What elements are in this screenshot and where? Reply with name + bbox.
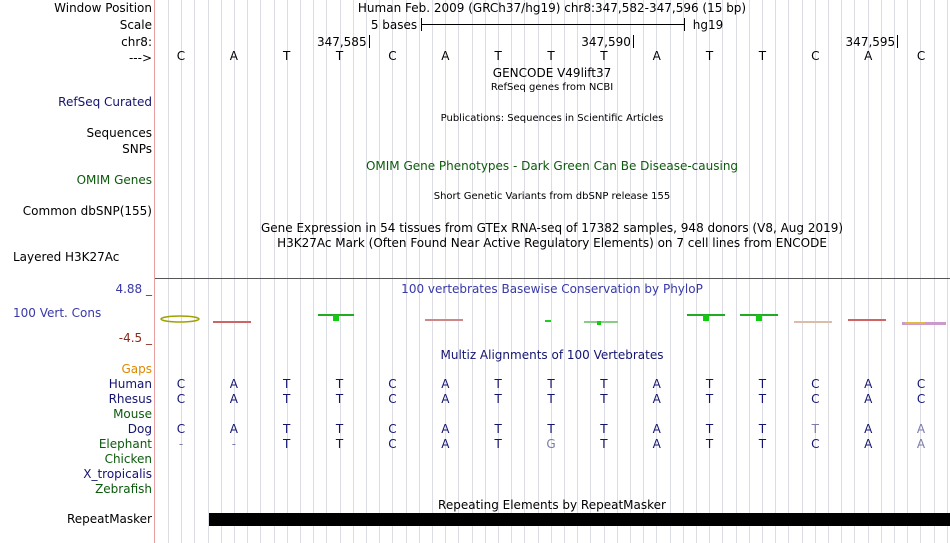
coordinate-tick-label: 347,585: [316, 35, 367, 49]
alignment-base: C: [176, 422, 186, 436]
grid-line: [379, 0, 380, 543]
species-label-x_tropicalis[interactable]: X_tropicalis: [83, 467, 152, 481]
window-position-value: Human Feb. 2009 (GRCh37/hg19) chr8:347,582-347,596 (15 bp): [357, 1, 747, 15]
track-label-sequences[interactable]: Sequences: [86, 126, 152, 140]
species-label-zebrafish[interactable]: Zebrafish: [95, 482, 152, 496]
grid-line: [419, 0, 420, 543]
grid-line: [445, 0, 446, 543]
alignment-base: C: [811, 392, 820, 406]
track-separator: [155, 278, 950, 279]
alignment-base: C: [811, 377, 820, 391]
scale-bar: [421, 24, 684, 25]
grid-line: [274, 0, 275, 543]
conservation-bar: [584, 321, 618, 323]
grid-line: [313, 0, 314, 543]
alignment-base: T: [494, 377, 502, 391]
alignment-base: T: [811, 422, 819, 436]
alignment-base: C: [388, 392, 397, 406]
reference-base: A: [441, 49, 450, 63]
alignment-base: T: [494, 437, 502, 451]
label-divider: [154, 0, 155, 543]
grid-line: [934, 0, 935, 543]
reference-base: C: [916, 49, 926, 63]
alignment-base: T: [758, 422, 767, 436]
chrom-label: chr8:: [121, 35, 152, 49]
alignment-base: T: [283, 422, 291, 436]
species-label-rhesus[interactable]: Rhesus: [108, 392, 152, 406]
scale-value: 5 bases: [370, 18, 418, 32]
track-label-omim[interactable]: OMIM Genes: [76, 173, 152, 187]
alignment-base: T: [283, 392, 291, 406]
scale-label: Scale: [119, 18, 152, 32]
reference-base: T: [335, 49, 344, 63]
alignment-base: A: [652, 437, 661, 451]
grid-line: [775, 0, 776, 543]
multiz-track-title: Multiz Alignments of 100 Vertebrates: [440, 348, 664, 362]
grid-line: [881, 0, 882, 543]
alignment-base: C: [388, 422, 397, 436]
grid-line: [947, 0, 948, 543]
reference-base: C: [811, 49, 820, 63]
reference-base: T: [705, 49, 714, 63]
alignment-base: G: [546, 437, 556, 451]
track-label-h3k27ac[interactable]: Layered H3K27Ac: [13, 250, 120, 264]
grid-line: [722, 0, 723, 543]
species-label-chicken[interactable]: Chicken: [104, 452, 152, 466]
alignment-base: T: [335, 437, 344, 451]
alignment-base: A: [652, 422, 661, 436]
coordinate-tick: [633, 35, 634, 48]
alignment-base: T: [335, 377, 344, 391]
alignment-base: T: [547, 422, 555, 436]
dbsnp-track-title: Short Genetic Variants from dbSNP release 155: [433, 191, 671, 202]
alignment-base: C: [176, 377, 186, 391]
track-label-snps[interactable]: SNPs: [122, 142, 152, 156]
alignment-base: T: [600, 422, 608, 436]
grid-line: [181, 0, 182, 543]
conservation-peak: [756, 315, 762, 321]
alignment-base: T: [758, 377, 767, 391]
alignment-base: -: [178, 437, 184, 451]
conservation-bar: [425, 319, 463, 321]
alignment-base: T: [705, 437, 714, 451]
grid-line: [630, 0, 631, 543]
conservation-bar: [545, 320, 551, 322]
reference-base: A: [652, 49, 661, 63]
alignment-base: A: [652, 377, 661, 391]
grid-line: [392, 0, 393, 543]
grid-line: [472, 0, 473, 543]
multiz-gaps-label: Gaps: [121, 362, 152, 376]
conservation-peak: [703, 315, 709, 321]
grid-line: [366, 0, 367, 543]
grid-line: [300, 0, 301, 543]
grid-line: [326, 0, 327, 543]
alignment-base: T: [705, 422, 714, 436]
grid-line: [353, 0, 354, 543]
alignment-base: T: [283, 437, 291, 451]
alignment-base: T: [494, 392, 502, 406]
conservation-axis-min: -4.5 _: [118, 331, 152, 345]
grid-line: [749, 0, 750, 543]
reference-base: A: [864, 49, 873, 63]
grid-line: [208, 0, 209, 543]
scale-assembly: hg19: [692, 18, 724, 32]
grid-line: [683, 0, 684, 543]
alignment-base: C: [916, 377, 926, 391]
alignment-base: C: [388, 437, 397, 451]
grid-line: [340, 0, 341, 543]
alignment-base: A: [864, 437, 873, 451]
alignment-base: T: [547, 377, 555, 391]
alignment-base: T: [758, 392, 767, 406]
scale-bar-left-tick: [421, 18, 422, 31]
alignment-base: A: [441, 437, 450, 451]
alignment-base: A: [229, 377, 238, 391]
conservation-ellipse-mark: [160, 312, 202, 326]
grid-line: [828, 0, 829, 543]
window-position-label: Window Position: [54, 1, 152, 15]
publications-track-title: Publications: Sequences in Scientific Articles: [440, 113, 664, 124]
alignment-base: A: [864, 392, 873, 406]
gtex-track-title: Gene Expression in 54 tissues from GTEx RNA-seq of 17382 samples, 948 donors (V8, Aug 2019): [260, 221, 844, 235]
conservation-bar: [794, 321, 832, 323]
grid-line: [168, 0, 169, 543]
coordinate-tick-label: 347,595: [845, 35, 896, 49]
species-label-dog[interactable]: Dog: [127, 422, 152, 436]
grid-line: [894, 0, 895, 543]
reference-base: T: [494, 49, 502, 63]
track-label-column: [0, 0, 154, 543]
species-label-human[interactable]: Human: [108, 377, 152, 391]
species-label-mouse[interactable]: Mouse: [113, 407, 152, 421]
alignment-base: A: [229, 392, 238, 406]
grid-line: [762, 0, 763, 543]
grid-line: [287, 0, 288, 543]
alignment-base: A: [916, 437, 926, 451]
grid-line: [788, 0, 789, 543]
grid-line: [458, 0, 459, 543]
alignment-base: -: [231, 437, 237, 451]
h3k27ac-track-title: H3K27Ac Mark (Often Found Near Active Regulatory Elements) on 7 cell lines from ENCODE: [277, 236, 827, 250]
grid-line: [617, 0, 618, 543]
alignment-base: T: [335, 392, 344, 406]
alignment-base: A: [652, 392, 661, 406]
track-label-refseq[interactable]: RefSeq Curated: [58, 95, 152, 109]
alignment-base: A: [229, 422, 238, 436]
grid-line: [907, 0, 908, 543]
repeatmasker-element[interactable]: [209, 513, 950, 526]
repeatmasker-track-title: Repeating Elements by RepeatMasker: [438, 498, 666, 512]
grid-line: [736, 0, 737, 543]
grid-line: [247, 0, 248, 543]
alignment-base: A: [441, 392, 450, 406]
omim-track-title: OMIM Gene Phenotypes - Dark Green Can Be Disease-causing: [365, 159, 739, 173]
alignment-base: T: [600, 392, 608, 406]
strand-label: --->: [128, 51, 152, 65]
grid-line: [670, 0, 671, 543]
alignment-base: C: [176, 392, 186, 406]
grid-line: [656, 0, 657, 543]
conservation-peak: [333, 315, 339, 321]
grid-line: [815, 0, 816, 543]
track-label-repeatmasker[interactable]: RepeatMasker: [66, 512, 152, 526]
species-label-elephant[interactable]: Elephant: [98, 437, 152, 451]
grid-line: [868, 0, 869, 543]
coordinate-tick: [897, 35, 898, 48]
alignment-base: T: [283, 377, 291, 391]
alignment-base: T: [600, 377, 608, 391]
conservation-bar: [213, 321, 251, 323]
grid-line: [841, 0, 842, 543]
conservation-peak: [597, 321, 601, 325]
alignment-base: T: [705, 377, 714, 391]
grid-line: [709, 0, 710, 543]
refseq-track-subtitle: RefSeq genes from NCBI: [490, 82, 614, 93]
grid-line: [260, 0, 261, 543]
conservation-bar: [905, 322, 925, 324]
alignment-base: C: [916, 392, 926, 406]
grid-line: [643, 0, 644, 543]
grid-line: [234, 0, 235, 543]
grid-line: [406, 0, 407, 543]
alignment-base: T: [600, 437, 608, 451]
alignment-base: A: [916, 422, 926, 436]
conservation-track-title: 100 vertebrates Basewise Conservation by PhyloP: [401, 282, 703, 296]
grid-line: [920, 0, 921, 543]
gencode-track-title: GENCODE V49lift37: [492, 66, 612, 80]
grid-line: [802, 0, 803, 543]
alignment-base: T: [494, 422, 502, 436]
grid-line: [194, 0, 195, 543]
coordinate-tick-label: 347,590: [581, 35, 631, 49]
alignment-base: C: [388, 377, 397, 391]
grid-line: [485, 0, 486, 543]
alignment-base: T: [758, 437, 767, 451]
alignment-base: T: [547, 392, 555, 406]
alignment-base: A: [864, 377, 873, 391]
grid-line: [432, 0, 433, 543]
grid-line: [854, 0, 855, 543]
reference-base: T: [758, 49, 767, 63]
scale-bar-right-tick: [684, 18, 685, 31]
alignment-base: T: [705, 392, 714, 406]
grid-line: [696, 0, 697, 543]
track-label-conservation[interactable]: 100 Vert. Cons: [13, 306, 102, 320]
alignment-base: A: [441, 422, 450, 436]
conservation-bar: [848, 319, 886, 321]
coordinate-tick: [369, 35, 370, 48]
reference-base: T: [600, 49, 608, 63]
alignment-base: T: [335, 422, 344, 436]
reference-base: C: [176, 49, 186, 63]
track-label-dbsnp[interactable]: Common dbSNP(155): [22, 204, 152, 218]
reference-base: C: [388, 49, 397, 63]
reference-base: T: [547, 49, 555, 63]
reference-base: A: [229, 49, 238, 63]
alignment-base: A: [441, 377, 450, 391]
reference-base: T: [283, 49, 291, 63]
grid-line: [221, 0, 222, 543]
alignment-base: C: [811, 437, 820, 451]
conservation-axis-max: 4.88 _: [115, 282, 152, 296]
alignment-base: A: [864, 422, 873, 436]
